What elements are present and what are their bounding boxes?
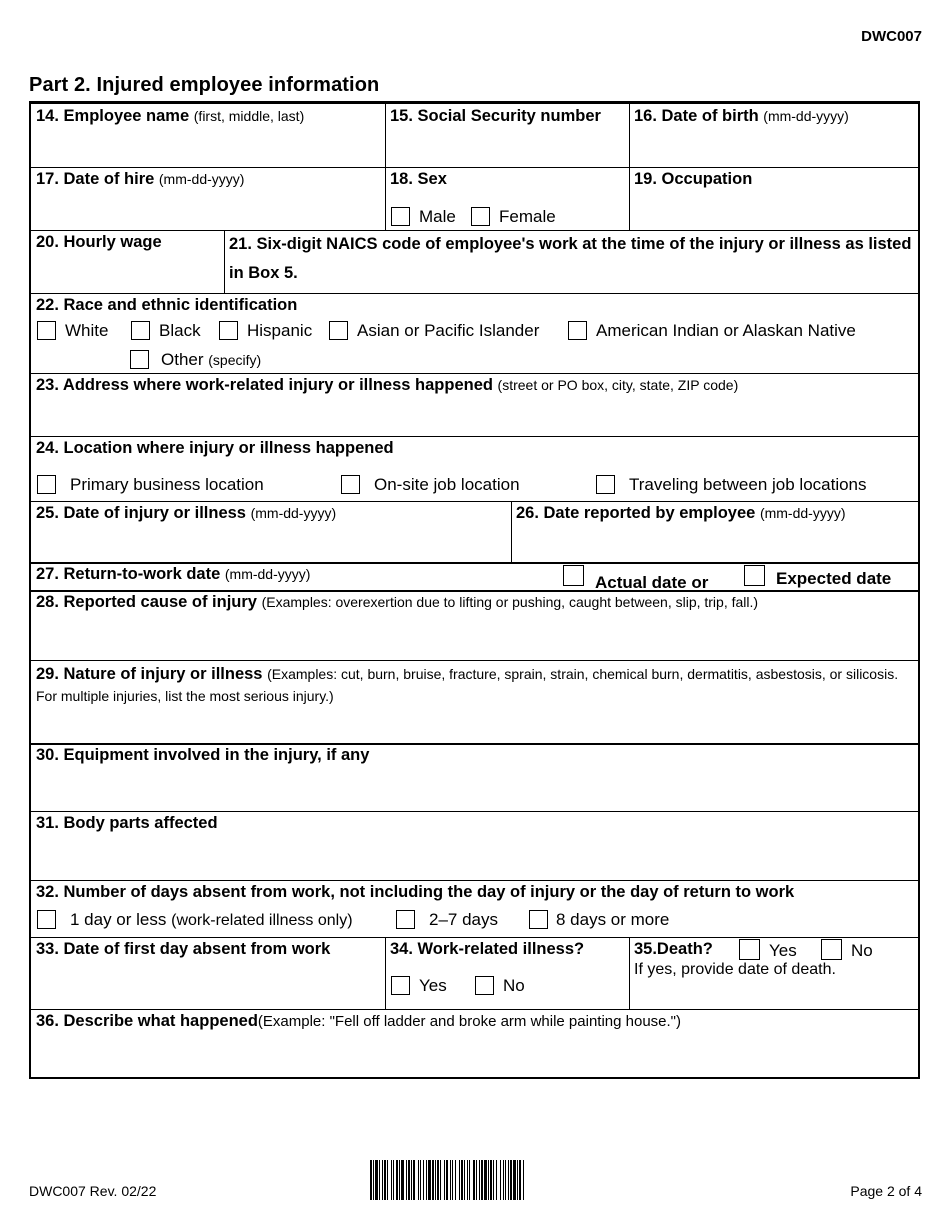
absent-eight-plus-option[interactable] xyxy=(529,910,669,930)
page-number: Page 2 of 4 xyxy=(850,1183,922,1199)
option-label: Yes xyxy=(769,941,797,960)
other-checkbox[interactable] xyxy=(130,350,149,369)
option-label: 1 day or less xyxy=(70,910,167,929)
option-label: Black xyxy=(159,321,201,340)
option-label: Male xyxy=(419,207,456,226)
option-label: Hispanic xyxy=(247,321,313,340)
option-label: No xyxy=(503,976,525,995)
location-onsite-option[interactable] xyxy=(341,475,520,495)
work-related-illness-field xyxy=(385,937,629,1009)
naics-code-field[interactable] xyxy=(224,230,922,293)
field-label: 32. Number of days absent from work, not including the day of injury or the day of return to work xyxy=(36,883,795,901)
race-hispanic-option[interactable] xyxy=(219,321,312,341)
race-black-option[interactable] xyxy=(131,321,201,341)
race-american-indian-option[interactable] xyxy=(568,321,856,341)
field-hint: (mm-dd-yyyy) xyxy=(759,505,846,521)
hourly-wage-field[interactable] xyxy=(31,230,224,293)
field-label: 35.Death? xyxy=(634,940,713,958)
female-checkbox[interactable] xyxy=(471,207,490,226)
field-label: 23. Address where work-related injury or illness happened xyxy=(36,376,493,394)
option-label: White xyxy=(65,321,109,340)
race-other-option[interactable] xyxy=(130,350,261,370)
option-label: Other xyxy=(161,350,204,369)
race-asian-option[interactable] xyxy=(329,321,539,341)
field-label: 15. Social Security number xyxy=(390,107,601,125)
field-hint: (first, middle, last) xyxy=(193,108,305,124)
sex-female-option[interactable] xyxy=(471,207,556,227)
option-label: Yes xyxy=(419,976,447,995)
date-of-hire-field[interactable] xyxy=(31,167,385,230)
primary-location-checkbox[interactable] xyxy=(37,475,56,494)
field-label: 14. Employee name xyxy=(36,107,190,125)
field-hint: (Examples: cut, burn, bruise, fracture, sprain, strain, chemical burn, dermatitis, asbestosis, or silicosis. For multiple injuries, list the most serious injury.) xyxy=(36,666,899,704)
date-of-birth-field[interactable] xyxy=(629,104,922,167)
location-traveling-option[interactable] xyxy=(596,475,867,495)
option-label: Actual date or xyxy=(595,573,709,592)
black-checkbox[interactable] xyxy=(131,321,150,340)
actual-date-checkbox[interactable] xyxy=(563,565,584,586)
nature-of-injury-field[interactable] xyxy=(31,660,922,743)
death-yes-checkbox[interactable] xyxy=(739,939,760,960)
illness-yes-checkbox[interactable] xyxy=(391,976,410,995)
onsite-location-checkbox[interactable] xyxy=(341,475,360,494)
date-reported-field[interactable] xyxy=(511,501,922,562)
field-label: 28. Reported cause of injury xyxy=(36,593,257,611)
option-label: 2–7 days xyxy=(429,910,498,929)
death-no-checkbox[interactable] xyxy=(821,939,842,960)
field-hint: (Example: "Fell off ladder and broke arm while painting house.") xyxy=(257,1013,681,1030)
part-title: Part 2. Injured employee information xyxy=(29,74,380,96)
field-label: 25. Date of injury or illness xyxy=(36,504,246,522)
race-white-option[interactable] xyxy=(37,321,108,341)
illness-no-option[interactable] xyxy=(475,976,525,996)
option-label: Expected date xyxy=(776,569,892,588)
option-hint: (specify) xyxy=(208,352,262,368)
occupation-field[interactable] xyxy=(629,167,922,230)
field-label: 16. Date of birth xyxy=(634,107,759,125)
option-label: On-site job location xyxy=(374,475,520,494)
field-hint: (mm-dd-yyyy) xyxy=(224,566,311,582)
field-hint: (Examples: overexertion due to lifting or pushing, caught between, slip, trip, fall.) xyxy=(261,594,759,610)
field-label: 22. Race and ethnic identification xyxy=(36,296,298,314)
field-label: 18. Sex xyxy=(390,170,447,188)
date-of-injury-field[interactable] xyxy=(31,501,511,562)
option-label: American Indian or Alaskan Native xyxy=(596,321,856,340)
employee-info-form xyxy=(29,101,920,1079)
field-label: 27. Return-to-work date xyxy=(36,565,221,583)
hispanic-checkbox[interactable] xyxy=(219,321,238,340)
field-label: 19. Occupation xyxy=(634,170,753,188)
option-label: Primary business location xyxy=(70,475,264,494)
employee-name-field[interactable] xyxy=(31,104,385,167)
field-hint: (street or PO box, city, state, ZIP code) xyxy=(497,377,739,393)
injury-address-field[interactable] xyxy=(31,373,922,436)
field-hint: (mm-dd-yyyy) xyxy=(158,171,245,187)
field-hint: (mm-dd-yyyy) xyxy=(250,505,337,521)
field-label: 36. Describe what happened xyxy=(36,1012,258,1030)
white-checkbox[interactable] xyxy=(37,321,56,340)
traveling-location-checkbox[interactable] xyxy=(596,475,615,494)
field-label: 21. Six-digit NAICS code of employee's work at the time of the injury or illness as listed in Box 5. xyxy=(229,235,912,282)
return-to-work-field[interactable] xyxy=(31,562,551,590)
death-no-option[interactable] xyxy=(821,939,873,961)
eight-days-checkbox[interactable] xyxy=(529,910,548,929)
field-label: 17. Date of hire xyxy=(36,170,155,188)
asian-checkbox[interactable] xyxy=(329,321,348,340)
option-label: No xyxy=(851,941,873,960)
option-hint: (work-related illness only) xyxy=(171,912,353,929)
sex-male-option[interactable] xyxy=(391,207,456,227)
equipment-field[interactable] xyxy=(31,743,922,811)
one-day-checkbox[interactable] xyxy=(37,910,56,929)
describe-what-happened-field[interactable] xyxy=(31,1009,922,1080)
death-note: If yes, provide date of death. xyxy=(634,961,836,978)
american-indian-checkbox[interactable] xyxy=(568,321,587,340)
option-label: Female xyxy=(499,207,556,226)
field-hint: (mm-dd-yyyy) xyxy=(763,108,849,124)
field-label: 29. Nature of injury or illness xyxy=(36,665,263,683)
option-label: 8 days or more xyxy=(556,910,670,929)
field-label: 26. Date reported by employee xyxy=(516,504,756,522)
field-label: 31. Body parts affected xyxy=(36,814,218,832)
two-seven-days-checkbox[interactable] xyxy=(396,910,415,929)
field-label: 34. Work-related illness? xyxy=(390,940,585,958)
illness-yes-option[interactable] xyxy=(391,976,447,996)
form-code: DWC007 xyxy=(861,28,922,45)
death-yes-option[interactable] xyxy=(739,939,797,961)
expected-date-checkbox[interactable] xyxy=(744,565,765,586)
field-label: 24. Location where injury or illness happened xyxy=(36,439,394,457)
male-checkbox[interactable] xyxy=(391,207,410,226)
ssn-field[interactable] xyxy=(385,104,629,167)
first-day-absent-field[interactable] xyxy=(31,937,385,1009)
absent-two-seven-option[interactable] xyxy=(396,910,498,930)
return-actual-option[interactable] xyxy=(563,565,708,593)
illness-no-checkbox[interactable] xyxy=(475,976,494,995)
field-label: 20. Hourly wage xyxy=(36,233,162,251)
option-label: Asian or Pacific Islander xyxy=(357,321,540,340)
absent-one-day-option[interactable] xyxy=(37,910,353,930)
location-primary-option[interactable] xyxy=(37,475,264,495)
cause-of-injury-field[interactable] xyxy=(31,590,922,660)
option-label: Traveling between job locations xyxy=(629,475,867,494)
field-label: 33. Date of first day absent from work xyxy=(36,940,331,958)
barcode xyxy=(370,1160,582,1200)
return-expected-option[interactable] xyxy=(744,565,891,589)
barcode-bar xyxy=(523,1160,524,1200)
field-label: 30. Equipment involved in the injury, if any xyxy=(36,746,370,764)
form-revision: DWC007 Rev. 02/22 xyxy=(29,1183,157,1199)
body-parts-field[interactable] xyxy=(31,811,922,880)
